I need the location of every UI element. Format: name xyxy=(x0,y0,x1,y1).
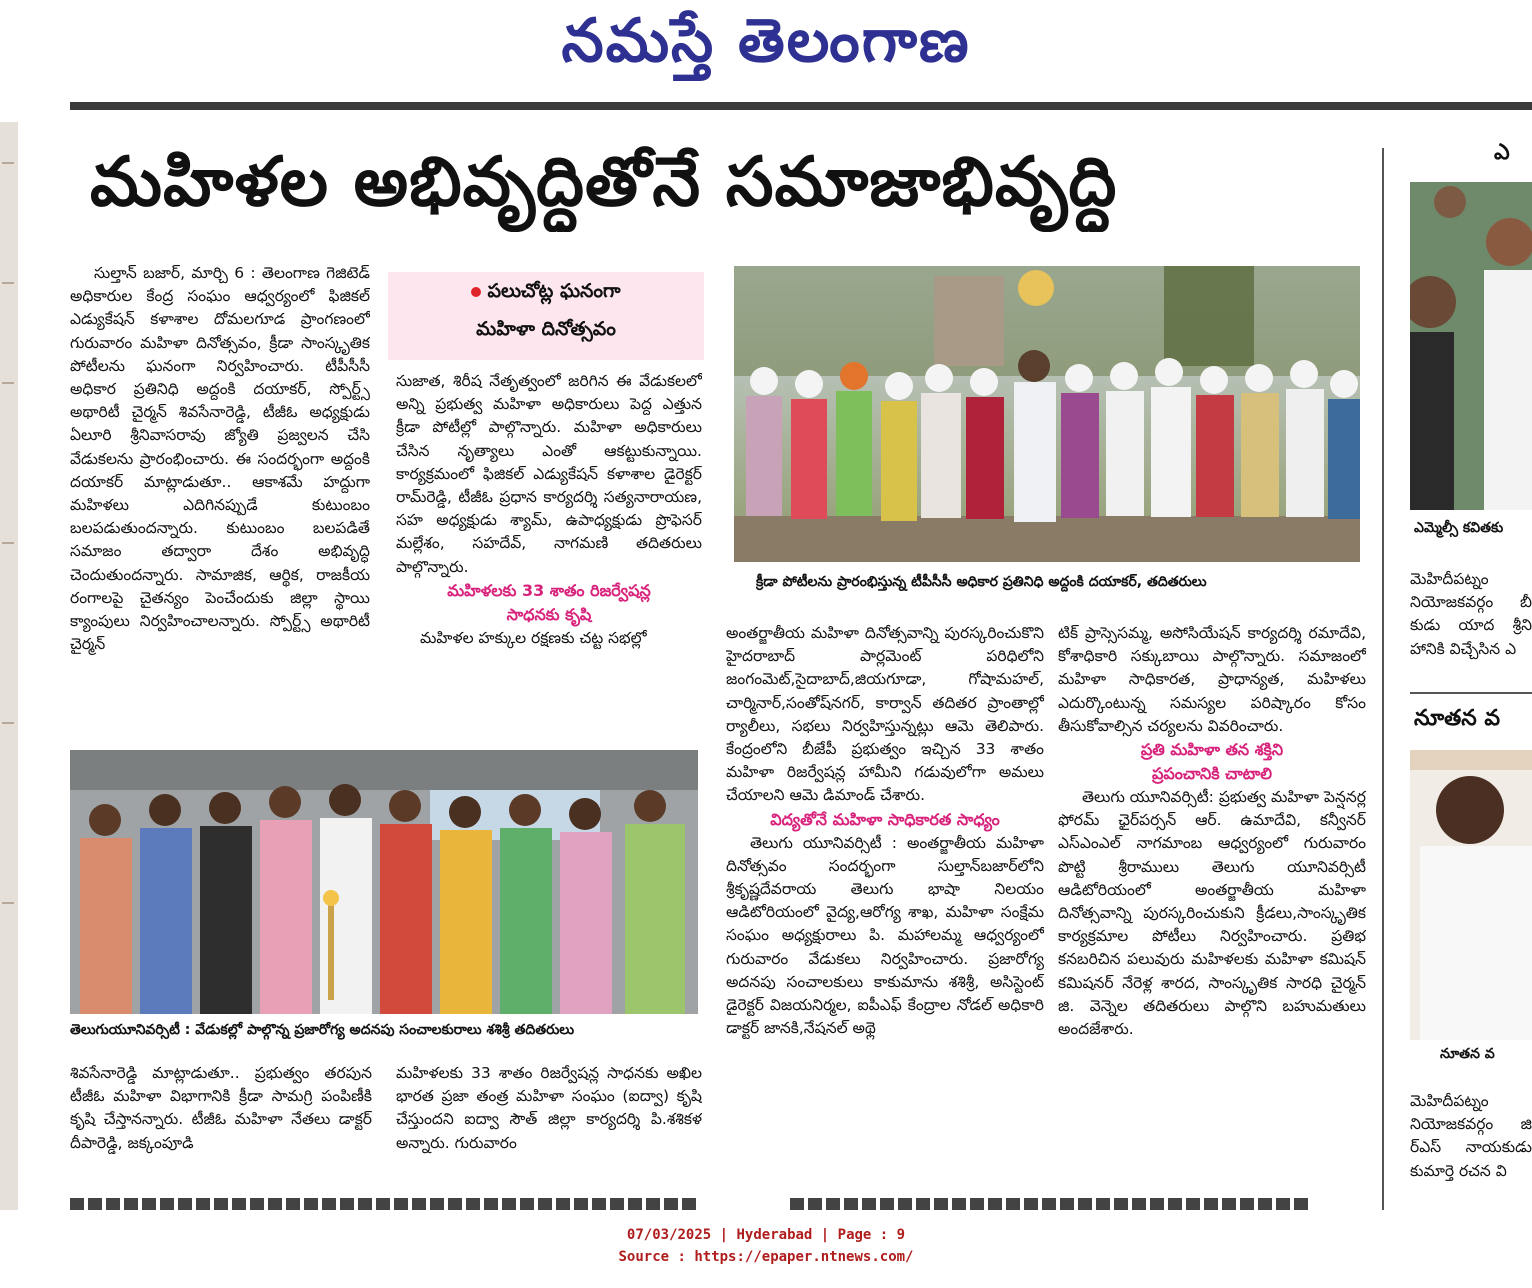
article-paragraph: శివసేనారెడ్డి మాట్లాడుతూ.. ప్రభుత్వం తరపున టీజీఓ మహిళా విభాగానికి క్రీడా సామగ్రి పంపిణీకి కృషి చేస్తానన్నారు. టీజీఓ మహిళా నేతలు డాక్టర్ దీపారెడ్డి, జక్కంపూడి xyxy=(70,1064,372,1152)
page-footer xyxy=(0,1210,1532,1288)
photo-sports-event xyxy=(734,266,1360,562)
right-column-headline: నూతన వ xyxy=(1414,706,1501,731)
photo-caption: తెలుగుయూనివర్సిటీ : వేడుకల్లో పాల్గొన్న ప్రజారోగ్య అదనపు సంచాలకురాలు శశిశ్రీ తదితరులు xyxy=(70,1022,575,1038)
article-paragraph: మహిళల హక్కుల రక్షణకు చట్ట సభల్లో xyxy=(420,628,647,647)
headline: మహిళల అభివృద్ధితోనే సమాజాభివృద్ధి xyxy=(90,142,1118,222)
next-headline-strip xyxy=(790,1198,1310,1210)
article-paragraph: మహిళలకు 33 శాతం రిజర్వేషన్ల సాధనకు అఖిల భారత ప్రజా తంత్ర మహిళా సంఘం (ఐద్వా) కృషి చేస్తుందని ఐద్వా సౌత్ జిల్లా కార్యదర్శి పి.శశికళ అన్నారు. గురువారం xyxy=(396,1064,702,1152)
article-column-2 xyxy=(396,370,702,740)
masthead xyxy=(0,0,1532,100)
photo-right-2-image xyxy=(1410,750,1532,1040)
column-divider xyxy=(1382,148,1384,1228)
photo-right-1 xyxy=(1410,182,1532,510)
photo-caption: నూతన వ xyxy=(1440,1046,1495,1062)
article-paragraph: సుజాత, శిరీష నేతృత్వంలో జరిగిన ఈ వేడుకలలో అన్ని ప్రభుత్వ మహిళా అధికారులు పెద్ద ఎత్తున క్రీడా పోటీల్లో పాల్గొన్నారు. మహిళా అధికారులు చేసిన నృత్యాలు ఎంతో ఆకట్టుకున్నాయి. కార్యక్రమంలో ఫిజికల్ ఎడ్యుకేషన్ కళాశాల డైరెక్టర్ రామ్‌రెడ్డి, టీజీఓ ప్రధాన కార్యదర్శి సత్యనారాయణ, సహ అధ్యక్షుడు శ్యామ్, ఉపాధ్యక్షుడు ప్రొఫెసర్ మల్లేశం, సహదేవ్, నాగమణి తదితరులు పాల్గొన్నారు. xyxy=(396,372,702,576)
article-bottom-left xyxy=(70,1062,372,1178)
right-article-2 xyxy=(1410,1090,1532,1188)
highlight-box xyxy=(388,272,704,360)
source-link[interactable]: Source : https://epaper.ntnews.com/ xyxy=(618,1249,914,1265)
article-paragraph: తెలుగు యూనివర్సిటీ: ప్రభుత్వ మహిళా పెన్షనర్ల ఫోరమ్ ఛైర్‌పర్సన్ ఆర్. ఉమాదేవి, కన్వీనర్ ఎస్ఎంఎల్ నాగమాంబ ఆధ్వర్యంలో గురువారం పొట్టి శ్రీరాములు తెలుగు యూనివర్సిటీ ఆడిటోరియంలో అంతర్జాతీయ మహిళా దినోత్సవాన్ని పురస్కరించుకుని క్రీడలు,సాంస్కృతిక కార్యక్రమాల పోటీలు నిర్వహించారు. ప్రతిభ కనబరిచిన పలువురు మహిళలకు మహిళా కమిషన్ కమిషనర్ నేరెళ్ల శారద, సాంస్కృతిక సారధి చైర్మన్ జి. వెన్నెల తదితరులు పాల్గొని బహుమతులు అందజేశారు. xyxy=(1058,788,1366,1039)
photo-sports-event-image xyxy=(734,266,1360,562)
subhead: ప్రతి మహిళా తన శక్తిని xyxy=(1140,740,1284,760)
article-paragraph: తెలుగు యూనివర్సిటీ : అంతర్జాతీయ మహిళా దినోత్సవం సందర్భంగా సుల్తాన్‌బజార్‌లోని శ్రీకృష్ణదేవరాయ తెలుగు భాషా నిలయం ఆడిటోరియంలో వైద్య,ఆరోగ్య శాఖ, మహిళా సంక్షేమ సంఘం అధ్యక్షురాలు పి. మహాలమ్మ ఆధ్వర్యంలో గురువారం వేడుకలు నిర్వహించారు. ప్రజారోగ్య అదనపు సంచాలకులు కాకుమాను శశిశ్రీ, అసిస్టెంట్ డైరెక్టర్ విజయనిర్మల, ఐపీఎఫ్ కేంద్రాల నోడల్ అధికారి డాక్టర్ జానకి,నేషనల్ అథ్లె xyxy=(726,833,1044,1038)
photo-right-2 xyxy=(1410,750,1532,1040)
right-column-headline: ఎ xyxy=(1494,140,1510,165)
article-column-3 xyxy=(726,622,1044,1174)
article-paragraph: సుల్తాన్ బజార్, మార్చి 6 : తెలంగాణ గెజిటెడ్ అధికారుల కేంద్ర సంఘం ఆధ్వర్యంలో ఫిజికల్ ఎడ్యుకేషన్ కళాశాల దోమలగూడ ప్రాంగణంలో గురువారం మహిళా దినోత్సవం, క్రీడా సాంస్కృతిక పోటీలను ఘనంగా నిర్వహించారు. టీపీసీసీ అధికార ప్రతినిధి అద్దంకి దయాకర్, స్పోర్ట్స్ అథారిటీ చైర్మన్ శివసేనారెడ్డి, టీజీఓ అధ్యక్షుడు ఏలూరి శ్రీనివాసరావు జ్యోతి ప్రజ్వలన చేసి వేడుకలను ప్రారంభించారు. ఈ సందర్భంగా అద్దంకి దయాకర్ మాట్లాడుతూ.. ఆకాశమే హద్దుగా మహిళలు ఎదిగినప్పుడే కుటుంబం బలపడుతుందన్నారు. కుటుంబం బలపడితే సమాజం తద్వారా దేశం అభివృద్ధి చెందుతుందన్నారు. సామాజిక, ఆర్థిక, రాజకీయ రంగాలపై చైతన్యం పెంచేందుకు జిల్లా స్థాయి క్యాంపులు నిర్వహించాలన్నారు. స్పోర్ట్స్ అథారిటీ చైర్మన్ xyxy=(70,264,370,654)
subhead: సాధనకు కృషి xyxy=(506,604,592,624)
photo-caption: క్రీడా పోటీలను ప్రారంభిస్తున్న టీపీసీసీ అధికార ప్రతినిధి అద్దంకి దయాకర్, తదితరులు xyxy=(756,574,1207,590)
article-paragraph: మెహిదీపట్నం నియోజకవర్గం బీ కుడు యాద శ్రీని హానికి విచ్చేసిన ఎ xyxy=(1410,570,1532,658)
edition-info: 07/03/2025 | Hyderabad | Page : 9 xyxy=(626,1227,906,1243)
photo-university-event-image xyxy=(70,750,698,1014)
bullet-icon xyxy=(471,287,481,297)
left-page-edge xyxy=(0,122,18,1210)
newspaper-logo: నమస్తే తెలంగాణ xyxy=(561,6,971,76)
photo-right-1-image xyxy=(1410,182,1532,510)
subhead: మహిళలకు 33 శాతం రిజర్వేషన్ల xyxy=(447,580,651,600)
article-column-1 xyxy=(70,262,370,742)
article-column-4 xyxy=(1058,622,1366,1174)
subhead: విద్యతోనే మహిళా సాధికారత సాధ్యం xyxy=(770,809,1000,829)
masthead-rule xyxy=(70,102,1532,110)
right-article-1 xyxy=(1410,568,1532,660)
photo-caption: ఎమ్మెల్సీ కవితకు xyxy=(1414,520,1504,536)
article-paragraph: టిక్ ప్రాస్సెసమ్మ, అసోసియేషన్ కార్యదర్శి రమాదేవి, కోశాధికారి సక్కుబాయి పాల్గొన్నారు. సమాజంలో మహిళా సాధికారత, ప్రాధాన్యత, మహిళలు ఎదుర్కొంటున్న సమస్యల పరిష్కారం కోసం తీసుకోవాల్సిన చర్యలను వివరించారు. xyxy=(1058,624,1366,735)
next-headline-strip xyxy=(70,1198,700,1210)
highlight-line-2: మహిళా దినోత్సవం xyxy=(476,318,616,340)
article-bottom-mid xyxy=(396,1062,702,1178)
article-paragraph: అంతర్జాతీయ మహిళా దినోత్సవాన్ని పురస్కరించుకొని హైదరాబాద్ పార్లమెంట్ పరిధిలోని జంగంమెట్,సైదాబాద్,జియగూడా, గోషామహల్, చార్మినార్,సంతోష్‌నగర్, కార్వాన్ తదితర ప్రాంతాల్లో ర్యాలీలు, సభలు నిర్వహిస్తున్నట్లు ఆమె తెలిపారు. కేంద్రంలోని బీజేపీ ప్రభుత్వం ఇచ్చిన 33 శాతం మహిళా రిజర్వేషన్ల హామీని గడువులోగా అమలు చేయాలని ఆమె డిమాండ్ చేశారు. xyxy=(726,624,1044,805)
article-paragraph: మెహిదీపట్నం నియోజకవర్గం జి ర్ఎస్ నాయకుడు కుమార్తె రచన వి xyxy=(1410,1092,1532,1180)
subhead: ప్రపంచానికి చాటాలి xyxy=(1151,764,1273,784)
photo-university-event xyxy=(70,750,698,1014)
divider xyxy=(1410,692,1532,694)
highlight-line-1: పలుచోట్ల ఘనంగా xyxy=(487,280,621,302)
